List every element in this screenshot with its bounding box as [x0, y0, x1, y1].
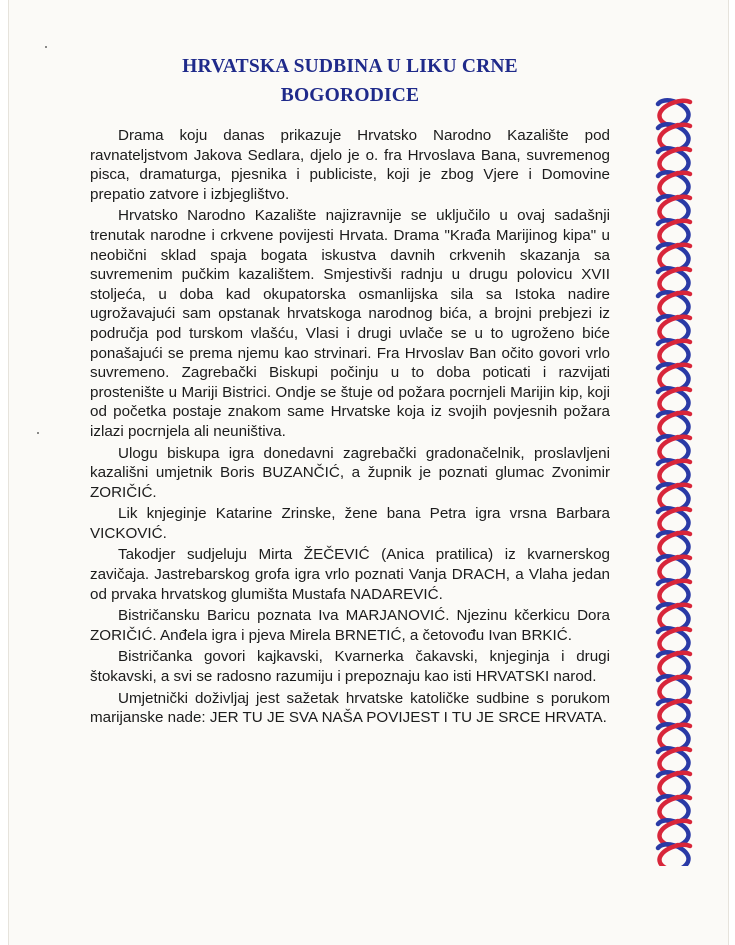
braid-gap: [670, 732, 680, 735]
braid-gap: [670, 444, 680, 447]
braid-gap: [670, 516, 680, 519]
braid-gap: [670, 276, 680, 279]
braid-gap: [670, 612, 680, 615]
paragraph: Drama koju danas prikazuje Hrvatsko Narodno Kazalište pod ravnateljstvom Jakova Sedlara, djelo je o. fra Hrvoslava Bana, suvremenog pisca, dramaturga, pjesnika i publiciste, koji je zbog Vjere i Domovine prepatio zatvore i izbjeglištvo.: [90, 127, 610, 203]
braid-gap: [670, 180, 680, 183]
braid-gap: [670, 564, 680, 567]
braid-gap: [670, 300, 680, 303]
braid-gap: [670, 228, 680, 231]
braid-gap: [670, 804, 680, 807]
braid-gap: [670, 468, 680, 471]
paragraph: Ulogu biskupa igra donedavni zagrebački gradonačelnik, proslavljeni kazališni umjetnik Boris BUZANČIĆ, a župnik je poznati glumac Zvonimir ZORIČIĆ.: [90, 444, 610, 501]
braid-gap: [670, 324, 680, 327]
braid-gap: [670, 204, 680, 207]
page-title: HRVATSKA SUDBINA U LIKU CRNE BOGORODICE: [182, 56, 518, 106]
braid-gap: [670, 156, 680, 159]
braid-gap: [670, 660, 680, 663]
paragraph: Umjetnički doživljaj jest sažetak hrvatske katoličke sudbine s porukom marijanske nade: JER TU JE SVA NAŠA POVIJEST I TU JE SRCE HRVATA.: [90, 689, 610, 727]
braid-gap: [670, 588, 680, 591]
braid-gap: [670, 372, 680, 375]
paragraph: Bistričansku Baricu poznata Iva MARJANOVIĆ. Njezinu kčerkicu Dora ZORIČIĆ. Anđela igra i pjeva Mirela BRNETIĆ, a četovođu Ivan BRKIĆ.: [90, 607, 610, 644]
braid-gap: [670, 780, 680, 783]
braid-gap: [670, 396, 680, 399]
paragraph: Hrvatsko Narodno Kazalište najizravnije se uključilo u ovaj sadašnji trenutak narodne i crkvene povijesti Hrvata. Drama "Krađa Marijinog kipa" u neobični sklad spaja bogata iskustva davnih crkvenih skazanja sa suvremenim pučkim kazalištem. Smjestivši radnju u drugu polovicu XVII stoljeća, u doba kad okupatorska osmanlijska sila sa Istoka nadire ugrožavajući sam opstanak hrvatskoga narodnog bića, a brojni prebjezi iz područja pod turskom vlašću, Vlasi i drugi uvlače se u to ugroženo biće ponašajući se prema njemu kao strvinari. Fra Hrvoslav Ban očito govori vrlo suvremeno. Zagrebački Biskupi počinju u to doba poticati i razvijati prostenište u Mariji Bistrici. Ondje se štuje od požara pocrnjeli Marijin kip, koji od početka postaje znakom same Hrvatske koja iz svojih povjesnih požara izlazi pocrnjela ali neuništiva.: [90, 207, 610, 440]
paragraph: Takodjer sudjeluju Mirta ŽEČEVIĆ (Anica pratilica) iz kvarnerskog zavičaja. Jastrebarskog grofa igra vrlo poznati Vanja DRACH, a Vlaha jedan od prvaka hrvatskog glumišta Mustafa NADAREVIĆ.: [90, 546, 610, 603]
paragraph: Bistričanka govori kajkavski, Kvarnerka čakavski, knjeginja i drugi štokavski, a svi se radosno razumiju i prepoznaju kao isti HRVATSKI narod.: [90, 648, 610, 686]
braid-gap: [670, 420, 680, 423]
scan-speck: [37, 432, 39, 434]
braid-gap: [670, 492, 680, 495]
article-body: [90, 126, 610, 730]
braid-gap: [670, 828, 680, 831]
braid-gap: [670, 708, 680, 711]
braid-gap: [670, 108, 680, 111]
braid-gap: [670, 684, 680, 687]
croatian-pleter-braid-icon: [650, 96, 698, 866]
braid-gap: [670, 852, 680, 855]
braid-gap: [670, 540, 680, 543]
braid-gap: [670, 756, 680, 759]
braid-gap: [670, 636, 680, 639]
braid-gap: [670, 348, 680, 351]
scan-speck: [45, 46, 47, 48]
paragraph: Lik knjeginje Katarine Zrinske, žene bana Petra igra vrsna Barbara VICKOVIĆ.: [90, 505, 610, 542]
braid-gap: [670, 132, 680, 135]
braid-gap: [670, 252, 680, 255]
